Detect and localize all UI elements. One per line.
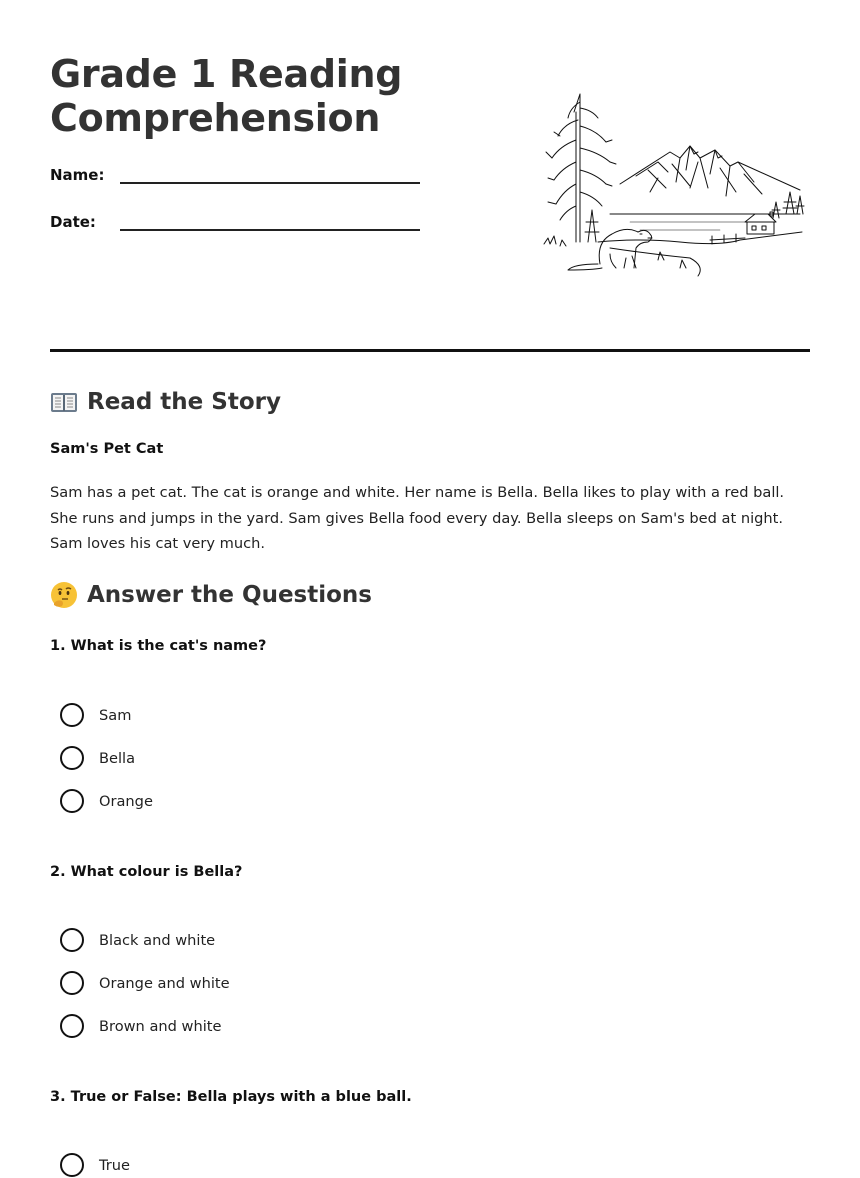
radio-button[interactable] (60, 971, 84, 995)
question-3: 3. True or False: Bella plays with a blue ball. (50, 1089, 412, 1105)
option-label: Brown and white (99, 1017, 222, 1035)
mountain-icon (620, 146, 800, 196)
question-1-option-3[interactable] (60, 788, 153, 814)
question-2: 2. What colour is Bella? (50, 864, 243, 880)
answer-questions-heading (50, 581, 372, 609)
question-2-option-1[interactable] (60, 927, 215, 953)
answer-questions-heading-text: Answer the Questions (87, 582, 372, 608)
worksheet-page (50, 0, 810, 1174)
radio-button[interactable] (60, 1153, 84, 1177)
date-field[interactable] (50, 213, 420, 243)
read-story-heading (50, 388, 281, 416)
radio-button[interactable] (60, 703, 84, 727)
page-title (50, 52, 402, 140)
question-1-option-2[interactable] (60, 745, 135, 771)
date-input-line[interactable] (120, 229, 420, 231)
radio-button[interactable] (60, 789, 84, 813)
question-1: 1. What is the cat's name? (50, 638, 267, 654)
read-story-heading-text: Read the Story (87, 389, 281, 415)
radio-button[interactable] (60, 1014, 84, 1038)
name-field[interactable] (50, 166, 420, 196)
date-label: Date: (50, 213, 96, 231)
title-line-2: Comprehension (50, 96, 381, 140)
question-2-option-3[interactable] (60, 1013, 221, 1039)
name-input-line[interactable] (120, 182, 420, 184)
radio-button[interactable] (60, 928, 84, 952)
section-divider (50, 349, 810, 352)
name-label: Name: (50, 166, 105, 184)
question-3-option-1[interactable] (60, 1152, 130, 1178)
option-label: Orange (99, 792, 153, 810)
title-line-1: Grade 1 Reading (50, 52, 403, 96)
option-label: Sam (99, 706, 132, 724)
story-title: Sam's Pet Cat (50, 441, 164, 457)
thinking-face-icon (50, 581, 78, 609)
open-book-icon (50, 388, 78, 416)
story-text: Sam has a pet cat. The cat is orange and white. Her name is Bella. Bella likes to play with a red ball. She runs and jumps in the yard. Sam gives Bella food every day. Bella sleeps on Sam's bed at night. Sam loves his cat very much. (50, 484, 785, 553)
option-label: Orange and white (99, 974, 230, 992)
question-1-option-1[interactable] (60, 702, 131, 728)
tree-icon (546, 94, 616, 242)
option-label: Bella (99, 749, 136, 767)
worksheet-header (50, 0, 810, 352)
question-2-option-2[interactable] (60, 970, 230, 996)
cabin-icon (745, 212, 776, 234)
option-label: True (99, 1156, 130, 1174)
beaver-icon (568, 229, 652, 270)
radio-button[interactable] (60, 746, 84, 770)
landscape-illustration (540, 92, 810, 280)
option-label: Black and white (99, 931, 216, 949)
